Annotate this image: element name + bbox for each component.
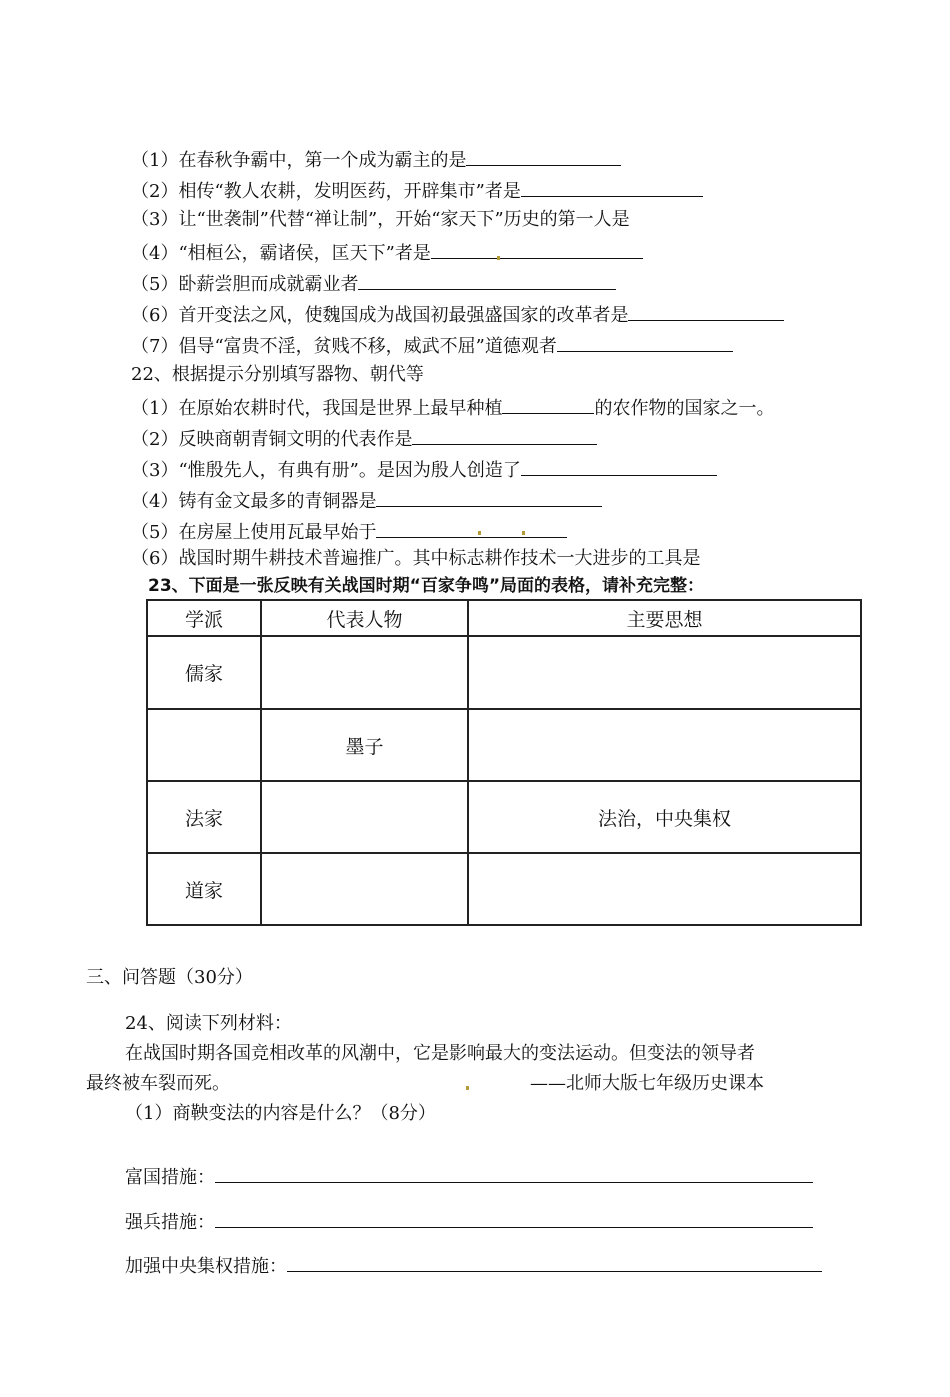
q22-item-4 xyxy=(131,488,602,513)
q21-item-7-text: （7）倡导“富贵不淫，贫贱不移，威武不屈”道德观者 xyxy=(131,336,557,357)
answer-row-centralization xyxy=(125,1253,822,1278)
table-row xyxy=(147,853,861,925)
table-header-row xyxy=(147,600,861,636)
table-cell-figure: 墨子 xyxy=(261,709,468,781)
table-header-thought: 主要思想 xyxy=(468,600,861,636)
table-row xyxy=(147,636,861,709)
q21-item-3-text: （3）让“世袭制”代替“禅让制”，开始“家天下”历史的第一人是 xyxy=(131,209,630,230)
table-row xyxy=(147,709,861,781)
table-cell-thought[interactable] xyxy=(468,853,861,925)
answer-row-military xyxy=(125,1209,813,1234)
q21-item-1 xyxy=(131,147,621,172)
table-cell-thought[interactable] xyxy=(468,709,861,781)
q22-item-3-text: （3）“惟殷先人，有典有册”。是因为殷人创造了 xyxy=(131,460,521,481)
answer-blank[interactable] xyxy=(358,271,616,290)
q22-item-5 xyxy=(131,519,567,544)
q24-sub1: （1）商鞅变法的内容是什么？（8分） xyxy=(125,1103,436,1124)
q22-item-5-text: （5）在房屋上使用瓦最早始于 xyxy=(131,522,377,543)
q22-title: 22、根据提示分别填写器物、朝代等 xyxy=(131,364,424,385)
answer-label-centralization: 加强中央集权措施： xyxy=(125,1256,287,1277)
table-cell-figure[interactable] xyxy=(261,781,468,853)
answer-line[interactable] xyxy=(215,1164,813,1183)
table-cell-school: 儒家 xyxy=(147,636,261,709)
table-cell-thought: 法治，中央集权 xyxy=(468,781,861,853)
answer-row-economy xyxy=(125,1164,813,1189)
answer-blank[interactable] xyxy=(376,519,567,538)
answer-label-military: 强兵措施： xyxy=(125,1212,215,1233)
table-header-school: 学派 xyxy=(147,600,261,636)
answer-blank[interactable] xyxy=(502,395,594,414)
q21-item-2-text: （2）相传“教人农耕，发明医药，开辟集市”者是 xyxy=(131,181,521,202)
answer-blank[interactable] xyxy=(376,488,602,507)
table-cell-figure[interactable] xyxy=(261,636,468,709)
answer-line[interactable] xyxy=(287,1253,822,1272)
answer-blank[interactable] xyxy=(431,240,643,259)
q21-item-3 xyxy=(131,209,630,231)
scan-mark xyxy=(497,256,500,260)
q22-item-4-text: （4）铸有金文最多的青铜器是 xyxy=(131,491,377,512)
answer-blank[interactable] xyxy=(466,147,621,166)
q21-item-7 xyxy=(131,333,733,358)
table-row xyxy=(147,781,861,853)
q21-item-1-text: （1）在春秋争霸中，第一个成为霸主的是 xyxy=(131,150,467,171)
hundred-schools-table xyxy=(146,599,862,926)
q22-item-1 xyxy=(131,395,774,420)
q21-item-5 xyxy=(131,271,616,296)
q22-item-2-text: （2）反映商朝青铜文明的代表作是 xyxy=(131,429,413,450)
scan-mark xyxy=(522,531,525,535)
scan-mark xyxy=(466,1086,469,1090)
answer-line[interactable] xyxy=(215,1209,813,1228)
answer-blank[interactable] xyxy=(521,457,717,476)
q21-item-6 xyxy=(131,302,784,327)
q24-material-line1: 在战国时期各国竞相改革的风潮中，它是影响最大的变法运动。但变法的领导者 xyxy=(125,1043,755,1064)
q22-item-3 xyxy=(131,457,717,482)
q21-item-4-text: （4）“相桓公，霸诸侯，匡天下”者是 xyxy=(131,243,431,264)
q22-item-6-text: （6）战国时期牛耕技术普遍推广。其中标志耕作技术一大进步的工具是 xyxy=(131,548,701,569)
q24-source: ——北师大版七年级历史课本 xyxy=(530,1073,764,1094)
table-cell-school: 法家 xyxy=(147,781,261,853)
q22-item-6 xyxy=(131,548,700,570)
table-cell-figure[interactable] xyxy=(261,853,468,925)
q22-item-2 xyxy=(131,426,597,451)
answer-blank[interactable] xyxy=(521,178,703,197)
q21-item-5-text: （5）卧薪尝胆而成就霸业者 xyxy=(131,274,359,295)
q21-item-2 xyxy=(131,178,703,203)
q24-title: 24、阅读下列材料： xyxy=(125,1013,292,1034)
table-cell-school: 道家 xyxy=(147,853,261,925)
table-header-figure: 代表人物 xyxy=(261,600,468,636)
answer-blank[interactable] xyxy=(557,333,733,352)
answer-label-economy: 富国措施： xyxy=(125,1167,215,1188)
q22-item-1-after: 的农作物的国家之一。 xyxy=(594,398,775,419)
scan-mark xyxy=(478,531,481,535)
answer-blank[interactable] xyxy=(628,302,784,321)
table-cell-thought[interactable] xyxy=(468,636,861,709)
q21-item-4 xyxy=(131,240,643,265)
q21-item-6-text: （6）首开变法之风，使魏国成为战国初最强盛国家的改革者是 xyxy=(131,305,629,326)
q22-item-1-text: （1）在原始农耕时代，我国是世界上最早种植 xyxy=(131,398,503,419)
section-title: 三、问答题（30分） xyxy=(86,967,253,988)
q23-title: 23、下面是一张反映有关战国时期“百家争鸣”局面的表格，请补充完整： xyxy=(148,576,705,596)
answer-blank[interactable] xyxy=(412,426,597,445)
table-cell-school[interactable] xyxy=(147,709,261,781)
q24-material-line2: 最终被车裂而死。 xyxy=(86,1073,230,1094)
